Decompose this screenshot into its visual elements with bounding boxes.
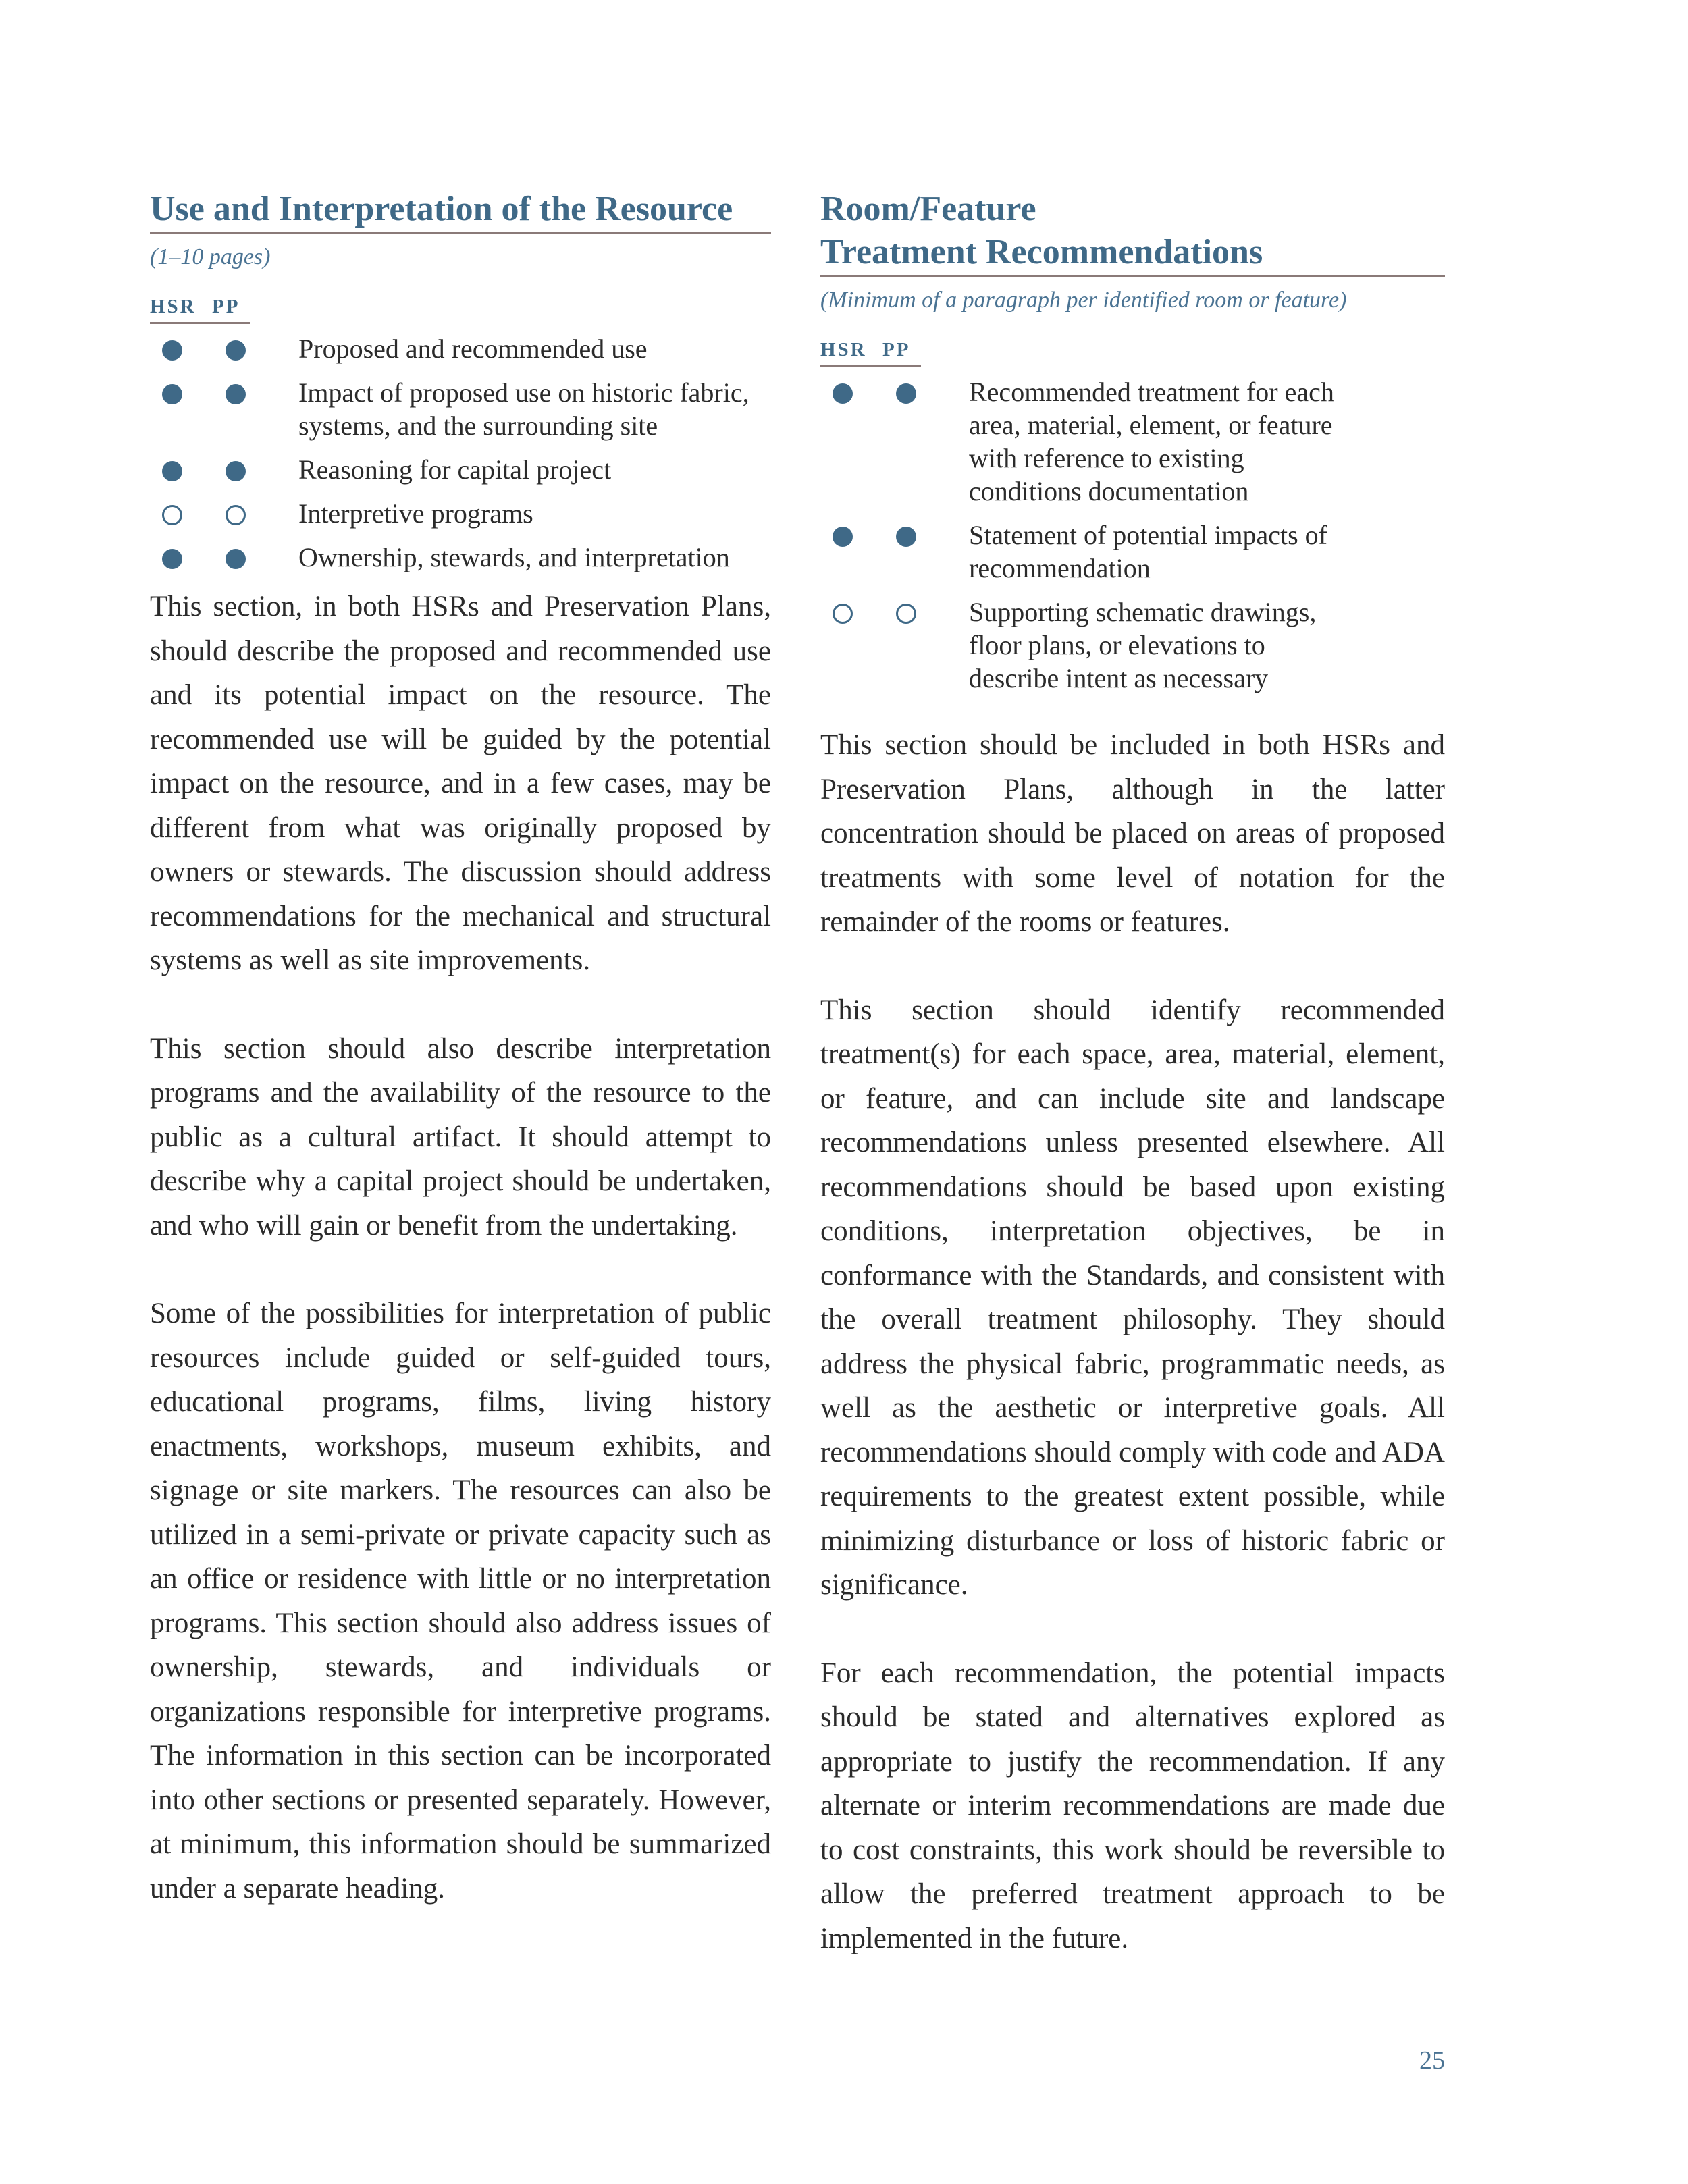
section-subtitle: (Minimum of a paragraph per identified room or feature) <box>820 288 1347 313</box>
checklist-item <box>820 518 1445 585</box>
hsr-filled-dot-icon <box>162 340 182 361</box>
checklist-item <box>150 376 771 442</box>
section-title: Use and Interpretation of the Resource <box>150 190 733 228</box>
paragraph: This section, in both HSRs and Preservation Plans, should describe the proposed and recommended use and its potential impact on the resource. The recommended use will be guided by the potential impact on the resource, and in a few cases, may be different from what was originally proposed by owners or stewards. The discussion should address recommendations for the mechanical and structural systems as well as site improvements. <box>150 591 771 976</box>
checklist-legend <box>150 295 250 324</box>
page-number: 25 <box>1419 2046 1445 2075</box>
checklist-item-text: Interpretive programs <box>298 498 533 529</box>
checklist-item-text: Supporting schematic drawings, floor plans, or elevations to describe intent as necessary <box>969 597 1317 693</box>
hsr-filled-dot-icon <box>162 384 182 404</box>
checklist <box>820 375 1445 695</box>
section-title-line-2: Treatment Recommendations <box>820 233 1263 271</box>
checklist-item <box>820 595 1445 695</box>
paragraph: For each recommendation, the potential impacts should be stated and alternatives explored as appropriate to justify the recommendation. If any alternate or interim recommendations are made due to cost constraints, this work should be reversible to allow the preferred treatment approach to be implemented in the future. <box>820 1657 1445 1954</box>
checklist-item-text: Impact of proposed use on historic fabric, systems, and the surrounding site <box>298 377 749 441</box>
checklist-item <box>150 453 771 486</box>
hsr-filled-dot-icon <box>162 549 182 569</box>
right-column <box>820 188 1445 1961</box>
pp-filled-dot-icon <box>226 461 246 481</box>
section-title <box>820 188 1445 275</box>
body-text <box>150 585 771 1911</box>
section-title-line-1: Room/Feature <box>820 190 1036 228</box>
checklist-item <box>150 332 771 365</box>
pp-empty-dot-icon <box>226 505 246 525</box>
checklist-item <box>150 497 771 530</box>
hsr-filled-dot-icon <box>833 383 853 404</box>
checklist-item-text: Reasoning for capital project <box>298 454 612 485</box>
paragraph: This section should be included in both HSRs and Preservation Plans, although in the latter concentration should be placed on areas of proposed treatments with some level of notation for the remainder of the rooms or features. <box>820 729 1445 938</box>
paragraph: Some of the possibilities for interpretation of public resources include guided or self-guided tours, educational programs, films, living history enactments, workshops, museum exhibits, and signage or site markers. The resources can also be utilized in a semi-private or private capacity such as an office or residence with little or no interpretation programs. This section should also address issues of ownership, stewards, and individuals or organizations responsible for interpretive programs. The information in this section can be incorporated into other sections or presented separately. However, at minimum, this information should be summarized under a separate heading. <box>150 1298 771 1905</box>
body-text <box>820 723 1445 1961</box>
paragraph: This section should also describe interpretation programs and the availability of the resource to the public as a cultural artifact. It should attempt to describe why a capital project should be undertaken, and who will gain or benefit from the undertaking. <box>150 1032 771 1242</box>
pp-filled-dot-icon <box>226 340 246 361</box>
checklist-item-text: Recommended treatment for each area, material, element, or feature with reference to existing conditions documentation <box>969 377 1334 506</box>
checklist-item-text: Statement of potential impacts of recommendation <box>969 520 1327 583</box>
checklist-item-text: Proposed and recommended use <box>298 334 648 364</box>
checklist-legend <box>820 338 921 367</box>
checklist-item-text: Ownership, stewards, and interpretation <box>298 542 730 572</box>
checklist-item <box>820 375 1445 508</box>
hsr-empty-dot-icon <box>162 505 182 525</box>
pp-filled-dot-icon <box>226 384 246 404</box>
title-rule <box>820 275 1445 277</box>
pp-filled-dot-icon <box>896 383 916 404</box>
legend-hsr: HSR <box>820 339 867 361</box>
pp-empty-dot-icon <box>896 604 916 624</box>
section-subtitle: (1–10 pages) <box>150 244 271 269</box>
checklist-item <box>150 541 771 574</box>
legend-pp: PP <box>882 339 911 361</box>
legend-pp: PP <box>212 296 240 317</box>
hsr-empty-dot-icon <box>833 604 853 624</box>
pp-filled-dot-icon <box>226 549 246 569</box>
hsr-filled-dot-icon <box>833 527 853 547</box>
checklist <box>150 332 771 574</box>
paragraph: This section should identify recommended treatment(s) for each space, area, material, element, or feature, and can include site and landscape recommendations unless presented elsewhere. All recommendations should be based upon existing conditions, interpretation objectives, be in conformance with the Standards, and consistent with the overall treatment philosophy. They should address the physical fabric, programmatic needs, as well as the aesthetic or interpretive goals. All recommendations should comply with code and ADA requirements to the greatest extent possible, while minimizing disturbance or loss of historic fabric or significance. <box>820 994 1445 1601</box>
legend-hsr: HSR <box>150 296 196 317</box>
left-column <box>150 188 771 1911</box>
hsr-filled-dot-icon <box>162 461 182 481</box>
pp-filled-dot-icon <box>896 527 916 547</box>
title-rule <box>150 232 771 234</box>
